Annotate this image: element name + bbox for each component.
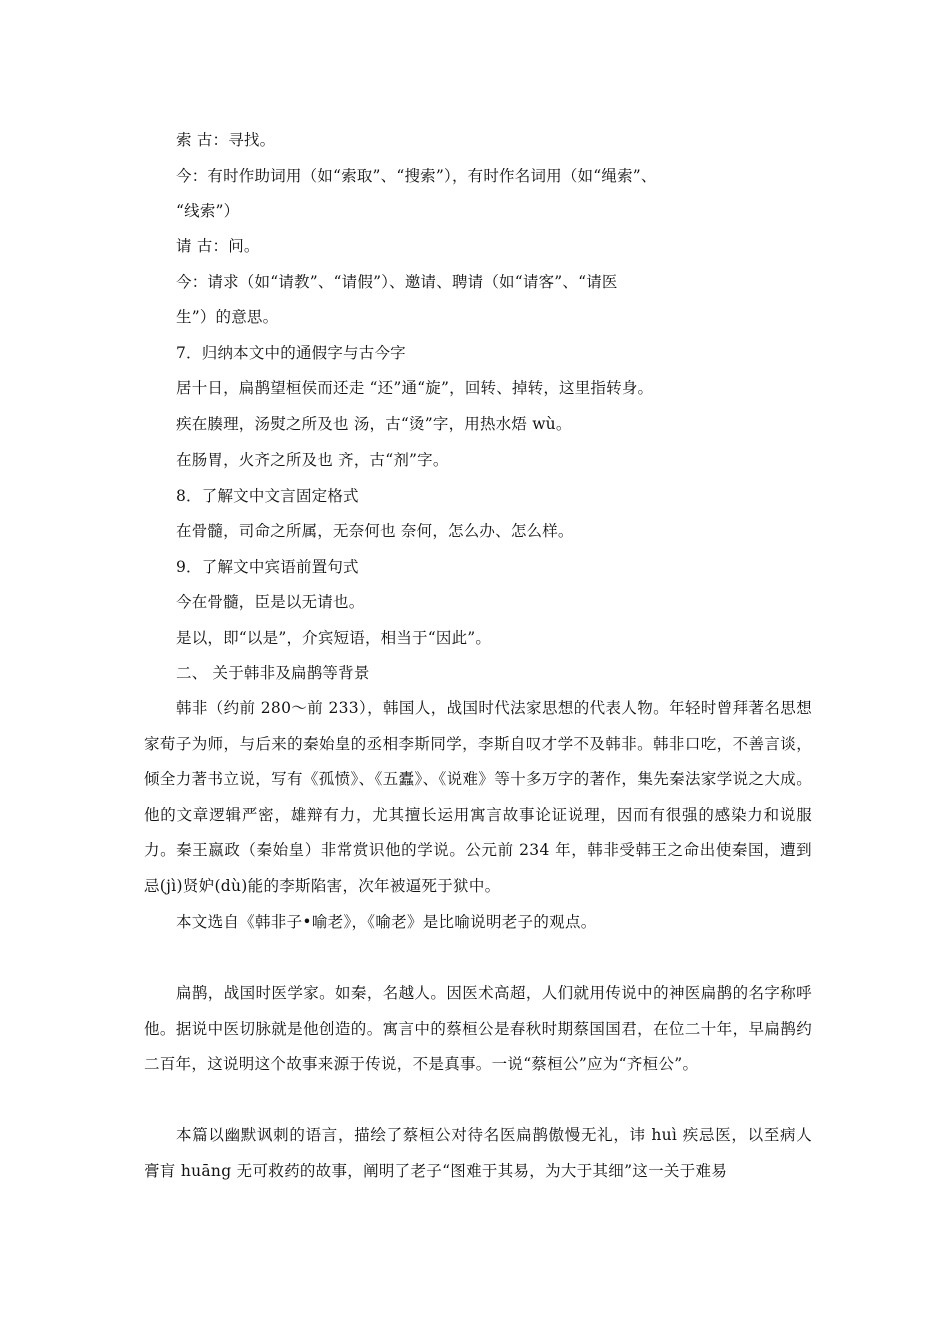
- note-line-4: 请 古：问。: [176, 237, 260, 255]
- note-line-9: 在肠胃，火齐之所及也 齐，古“剂”字。: [176, 451, 449, 469]
- paragraph-theme: 本篇以幽默讽刺的语言，描绘了蔡桓公对待名医扁鹊傲慢无礼，讳 huì 疾忌医，以至病人膏肓 huāng 无可救药的故事，阐明了老子“图难于其易，为大于其细”这一关于难易: [144, 1126, 812, 1180]
- section-heading-7: 7．归纳本文中的通假字与古今字: [176, 344, 406, 362]
- paragraph-source: 本文选自《韩非子•喻老》，《喻老》是比喻说明老子的观点。: [176, 913, 597, 931]
- paragraph-bianque: 扁鹊，战国时医学家。如秦，名越人。因医术高超，人们就用传说中的神医扁鹊的名字称呼他。据说中医切脉就是他创造的。寓言中的蔡桓公是春秋时期蔡国国君，在位二十年，早扁鹊约二百年，这说明这个故事来源于传说，不是真事。一说“蔡桓公”应为“齐桓公”。: [144, 984, 812, 1073]
- note-line-8: 疾在腠理，汤熨之所及也 汤，古“烫”字，用热水焐 wù。: [176, 415, 572, 433]
- note-line-12: 是以，即“以是”，介宾短语，相当于“因此”。: [176, 629, 492, 647]
- note-line-1: 索 古：寻找。: [176, 131, 276, 149]
- note-line-3: “线索”）: [176, 202, 240, 220]
- part-two-heading: 二、 关于韩非及扁鹊等背景: [176, 664, 370, 682]
- note-line-10: 在骨髓，司命之所属，无奈何也 奈何，怎么办、怎么样。: [176, 522, 574, 540]
- note-line-11: 今在骨髓，臣是以无请也。: [176, 593, 365, 611]
- note-line-2: 今：有时作助词用（如“索取”、“搜索”），有时作名词用（如“绳索”、: [176, 167, 657, 185]
- paragraph-hanfei: 韩非（约前 280～前 233），韩国人，战国时代法家思想的代表人物。年轻时曾拜著名思想家荀子为师，与后来的秦始皇的丞相李斯同学，李斯自叹才学不及韩非。韩非口吃，不善言谈，倾全力著书立说，写有《孤愤》、《五蠹》、《说难》等十多万字的著作，集先秦法家学说之大成。他的文章逻辑严密，雄辩有力，尤其擅长运用寓言故事论证说理，因而有很强的感染力和说服力。秦王嬴政（秦始皇）非常赏识他的学说。公元前 234 年，韩非受韩王之命出使秦国，遭到忌(jì)贤妒(dù)能的李斯陷害，次年被逼死于狱中。: [144, 699, 812, 895]
- note-line-5: 今：请求（如“请教”、“请假”）、邀请、聘请（如“请客”、“请医: [176, 273, 618, 291]
- note-line-6: 生”）的意思。: [176, 308, 279, 326]
- section-heading-9: 9．了解文中宾语前置句式: [176, 558, 359, 576]
- note-line-7: 居十日，扁鹊望桓侯而还走 “还”通“旋”，回转、掉转，这里指转身。: [176, 379, 654, 397]
- section-heading-8: 8．了解文中文言固定格式: [176, 487, 359, 505]
